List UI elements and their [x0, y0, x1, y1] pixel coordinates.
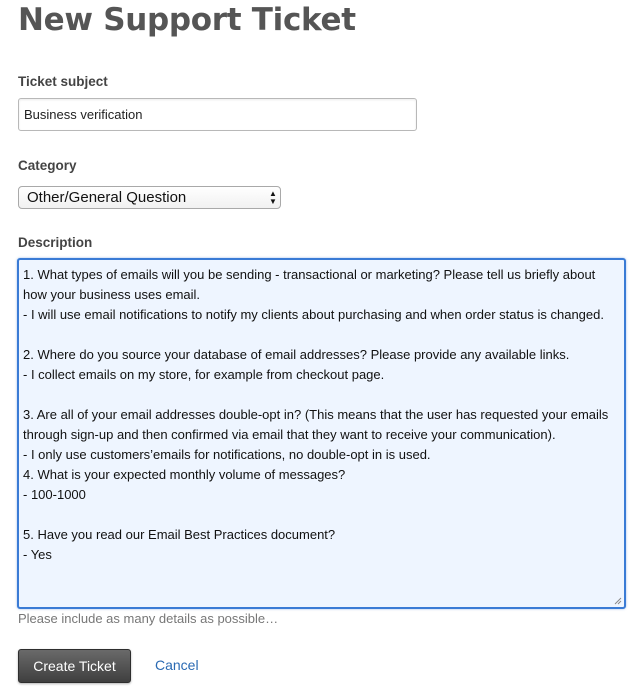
description-line: 2. Where do you source your database of email addresses? Please provide any available links.	[23, 347, 570, 362]
description-label: Description	[18, 235, 93, 250]
description-line: 5. Have you read our Email Best Practices document?	[23, 527, 336, 542]
description-help-text: Please include as many details as possible…	[18, 611, 279, 626]
description-line	[23, 385, 620, 405]
description-line: how your business uses email.	[23, 287, 201, 302]
ticket-subject-input[interactable]	[18, 98, 417, 131]
description-line: through sign-up and then confirmed via email that they want to receive your communication).	[23, 427, 556, 442]
description-line: - I collect emails on my store, for example from checkout page.	[23, 367, 385, 382]
description-line: - 100-1000	[23, 487, 86, 502]
category-selected-value: Other/General Question	[27, 189, 187, 206]
resize-grip-icon[interactable]	[614, 597, 622, 605]
create-ticket-button[interactable]: Create Ticket	[18, 649, 131, 683]
select-up-down-icon: ▲ ▼	[269, 188, 277, 206]
description-line	[23, 325, 620, 345]
description-line: - I only use customers’emails for notifications, no double-opt in is used.	[23, 447, 431, 462]
description-line: - I will use email notifications to notify my clients about purchasing and when order status is changed.	[23, 307, 604, 322]
page-title: New Support Ticket	[18, 2, 356, 38]
category-select[interactable]	[18, 186, 281, 209]
description-line: 3. Are all of your email addresses double-opt in? (This means that the user has requested your emails	[23, 407, 609, 422]
description-line: - Yes	[23, 547, 52, 562]
description-line: 4. What is your expected monthly volume of messages?	[23, 467, 346, 482]
description-textarea[interactable]	[17, 258, 626, 609]
description-line	[23, 505, 620, 525]
category-label: Category	[18, 158, 77, 173]
cancel-link[interactable]: Cancel	[155, 657, 199, 673]
ticket-subject-label: Ticket subject	[18, 74, 108, 89]
description-line: 1. What types of emails will you be sending - transactional or marketing? Please tell us briefly about	[23, 267, 596, 282]
